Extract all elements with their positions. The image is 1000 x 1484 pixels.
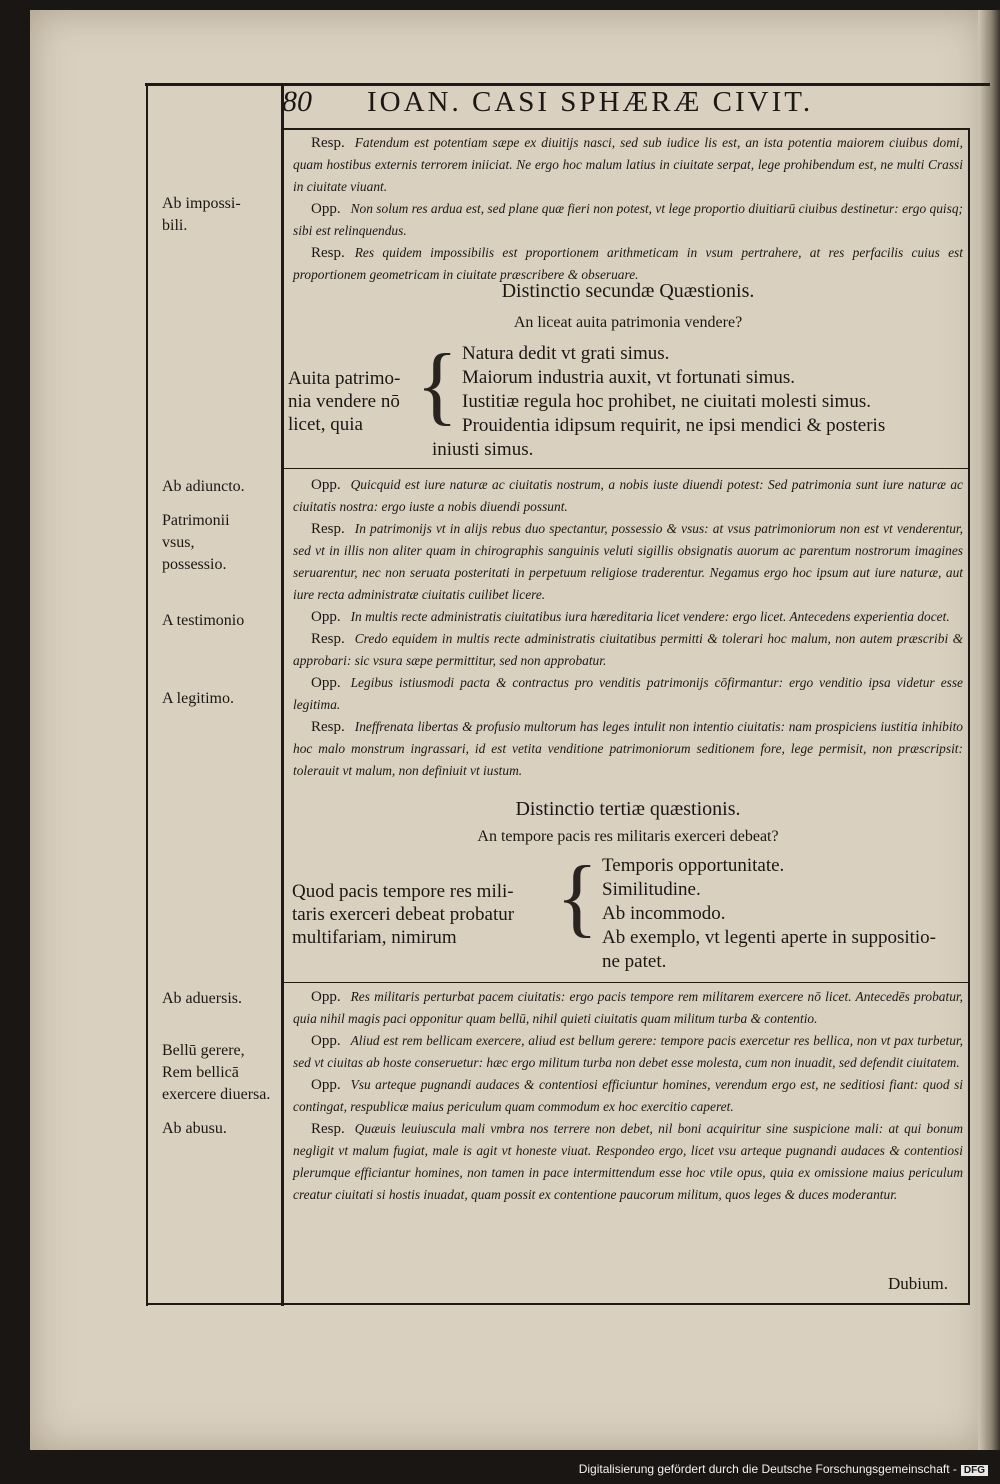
page-header	[282, 85, 932, 125]
section-2	[293, 474, 963, 782]
separator-rule-1	[282, 468, 970, 469]
book-spine	[978, 10, 1000, 1450]
separator-rule-2	[282, 982, 970, 983]
dfg-logo: DFG	[961, 1465, 988, 1476]
outline-premise: Quod pacis tempore res mili- taris exerceri debeat probatur multifariam, nimirum	[292, 881, 515, 948]
margin-note: A legitimo.	[162, 690, 234, 707]
paragraph: Opp. Non solum res ardua est, sed plane quæ fieri non potest, vt lege proportio diuitiarū ciuibus destinetur: ergo quisq; sibi est relinquendus.	[293, 201, 963, 238]
text-rule-right	[968, 128, 970, 1303]
paragraph: Opp. Vsu arteque pugnandi audaces & contentiosi efficiuntur homines, verendum ergo est, ne seditiosi fiant: quod si contingat, respublicæ maius periculum quam commodum ex hoc exercitio caperet.	[293, 1077, 963, 1114]
bottom-rule	[146, 1303, 970, 1305]
distinctio-question: An liceat auita patrimonia vendere?	[513, 314, 743, 331]
brace-glyph: {	[416, 337, 459, 434]
outline-items: Natura dedit vt grati simus. Maiorum industria auxit, vt fortunati simus. Iustitiæ regula hoc prohibet, ne ciuitati molesti simus. Prouidentia idipsum requirit, ne ipsi mendici & posteris iniusti simus.	[432, 343, 886, 460]
margin-note: Patrimonii vsus, possessio.	[162, 512, 230, 573]
page-number: 80	[282, 85, 312, 118]
paragraph: Resp. Quæuis leuiuscula mali vmbra nos terrere non debet, nil boni acquiritur sine suspicione mali: at qui bonum negligit vt malum fugiat, male is agit vt honeste viuat. Respondeo ergo, licet vsu arteque pugnandi audaces & contentiosi plerumque efficiantur homines, non tamen in pace intermittendum esse hoc vtile opus, quia ex omissione maius periculum creatur ciuitati si hostis inuadat, quam possit ex contentione paucorum militum, quos leges & duces moderantur.	[293, 1121, 963, 1202]
credit-text: Digitalisierung gefördert durch die Deutsche Forschungsgemeinschaft -	[578, 1462, 957, 1476]
paragraph: Opp. Res militaris perturbat pacem ciuitatis: ergo pacis tempore rem militarem exercere nō licet. Antecedēs probatur, quia nihil magis paci opponitur quam bellū, nihil quieti ciuitatis quam militum turba & contentio.	[293, 989, 963, 1026]
margin-note: Bellū gerere, Rem bellicā exercere diuersa.	[162, 1042, 271, 1103]
paragraph: Resp. In patrimonijs vt in alijs rebus duo spectantur, possessio & vsus: at vsus patrimoniorum non est vt venderentur, sed vt in illis non aliter quam in chirographis sanguinis veluti sigillis obsignatis auorum ac parentum nostrorum imagines seruarentur, nec non seruata posteritati in perpetuum religiose traderentur. Negamus ergo hoc ipsum aut iure naturæ, aut iure recta administratæ ciuitatis cuilibet licere.	[293, 521, 963, 602]
margin-note: Ab adiuncto.	[162, 478, 245, 495]
paragraph: Opp. Legibus istiusmodi pacta & contractus pro venditis patrimonijs cōfirmantur: ergo venditio ipsa videtur esse legitima.	[293, 675, 963, 712]
distinctio-heading: Distinctio secundæ Quæstionis.	[501, 280, 755, 302]
margin-note: A testimonio	[162, 612, 245, 629]
distinctio-question: An tempore pacis res militaris exerceri debeat?	[477, 828, 779, 845]
brace-glyph: {	[556, 849, 599, 946]
paragraph: Resp. Res quidem impossibilis est proportionem arithmeticam in vsum pertrahere, at res perfacilis cuius est proportionem geometricam in ciuitate præscribere & obseruare.	[293, 245, 963, 282]
outline-premise: Auita patrimo- nia vendere nō licet, quia	[288, 368, 401, 435]
catchword: Dubium.	[888, 1274, 948, 1293]
paragraph: Resp. Fatendum est potentiam sæpe ex diuitijs nasci, sed sub iudice lis est, an ista potentia maiorem ciuibus domi, quam hostibus externis terrorem iniiciat. Ne ergo hoc malum latius in ciuitate serpat, lege prohibendum est, ne multi Crassi in ciuitate viuant.	[293, 135, 963, 194]
paragraph: Opp. Aliud est rem bellicam exercere, aliud est bellum gerere: tempore pacis exercetur res bellica, non vt pax turbetur, sed vt ciuitas ab hoste conseruetur: hæc ergo militum turba non debet esse molesta, cum non inuadit, sed defendit ciuitatem.	[293, 1033, 963, 1070]
distinctio-heading: Distinctio tertiæ quæstionis.	[515, 798, 741, 820]
running-title: IOAN. CASI SPHÆRÆ CIVIT.	[367, 86, 814, 118]
margin-note: Ab aduersis.	[162, 990, 242, 1007]
margin-note: Ab abusu.	[162, 1120, 227, 1137]
paragraph: Opp. Quicquid est iure naturæ ac ciuitatis nostrum, a nobis iuste diuendi potest: Sed patrimonia sunt iure naturæ ac ciuitatis nostra: ergo iuste a nobis diuendi possunt.	[293, 477, 963, 514]
section-3	[293, 986, 963, 1206]
paragraph: Resp. Ineffrenata libertas & profusio multorum has leges intulit non intentio ciuitatis: nam prospiciens iustitia inhibito hoc malo monstrum ingrassari, id est vetita venditione patrimoniorum seditionem fore, lege permisit, non præscripsit: tolerauit vt malum, non definiuit vt iustum.	[293, 719, 963, 778]
margin-rule-outer	[146, 84, 148, 1306]
section-1	[293, 132, 963, 286]
paragraph: Resp. Credo equidem in multis recte administratis ciuitatibus permitti & tolerari hoc malum, non autem præscribi & approbari: sic vsura sæpe permittitur, sed non approbatur.	[293, 631, 963, 668]
margin-note: Ab impossi-bili.	[162, 195, 241, 234]
margin-rule-inner	[281, 84, 284, 1306]
outline-items: Temporis opportunitate. Similitudine. Ab incommodo. Ab exemplo, vt legenti aperte in suppositio- ne patet.	[602, 855, 937, 972]
digitization-credit	[579, 1462, 988, 1476]
paragraph: Opp. In multis recte administratis ciuitatibus iura hæreditaria licet vendere: ergo licet. Antecedens experientia docet.	[311, 609, 950, 625]
header-rule-bottom	[282, 128, 970, 130]
